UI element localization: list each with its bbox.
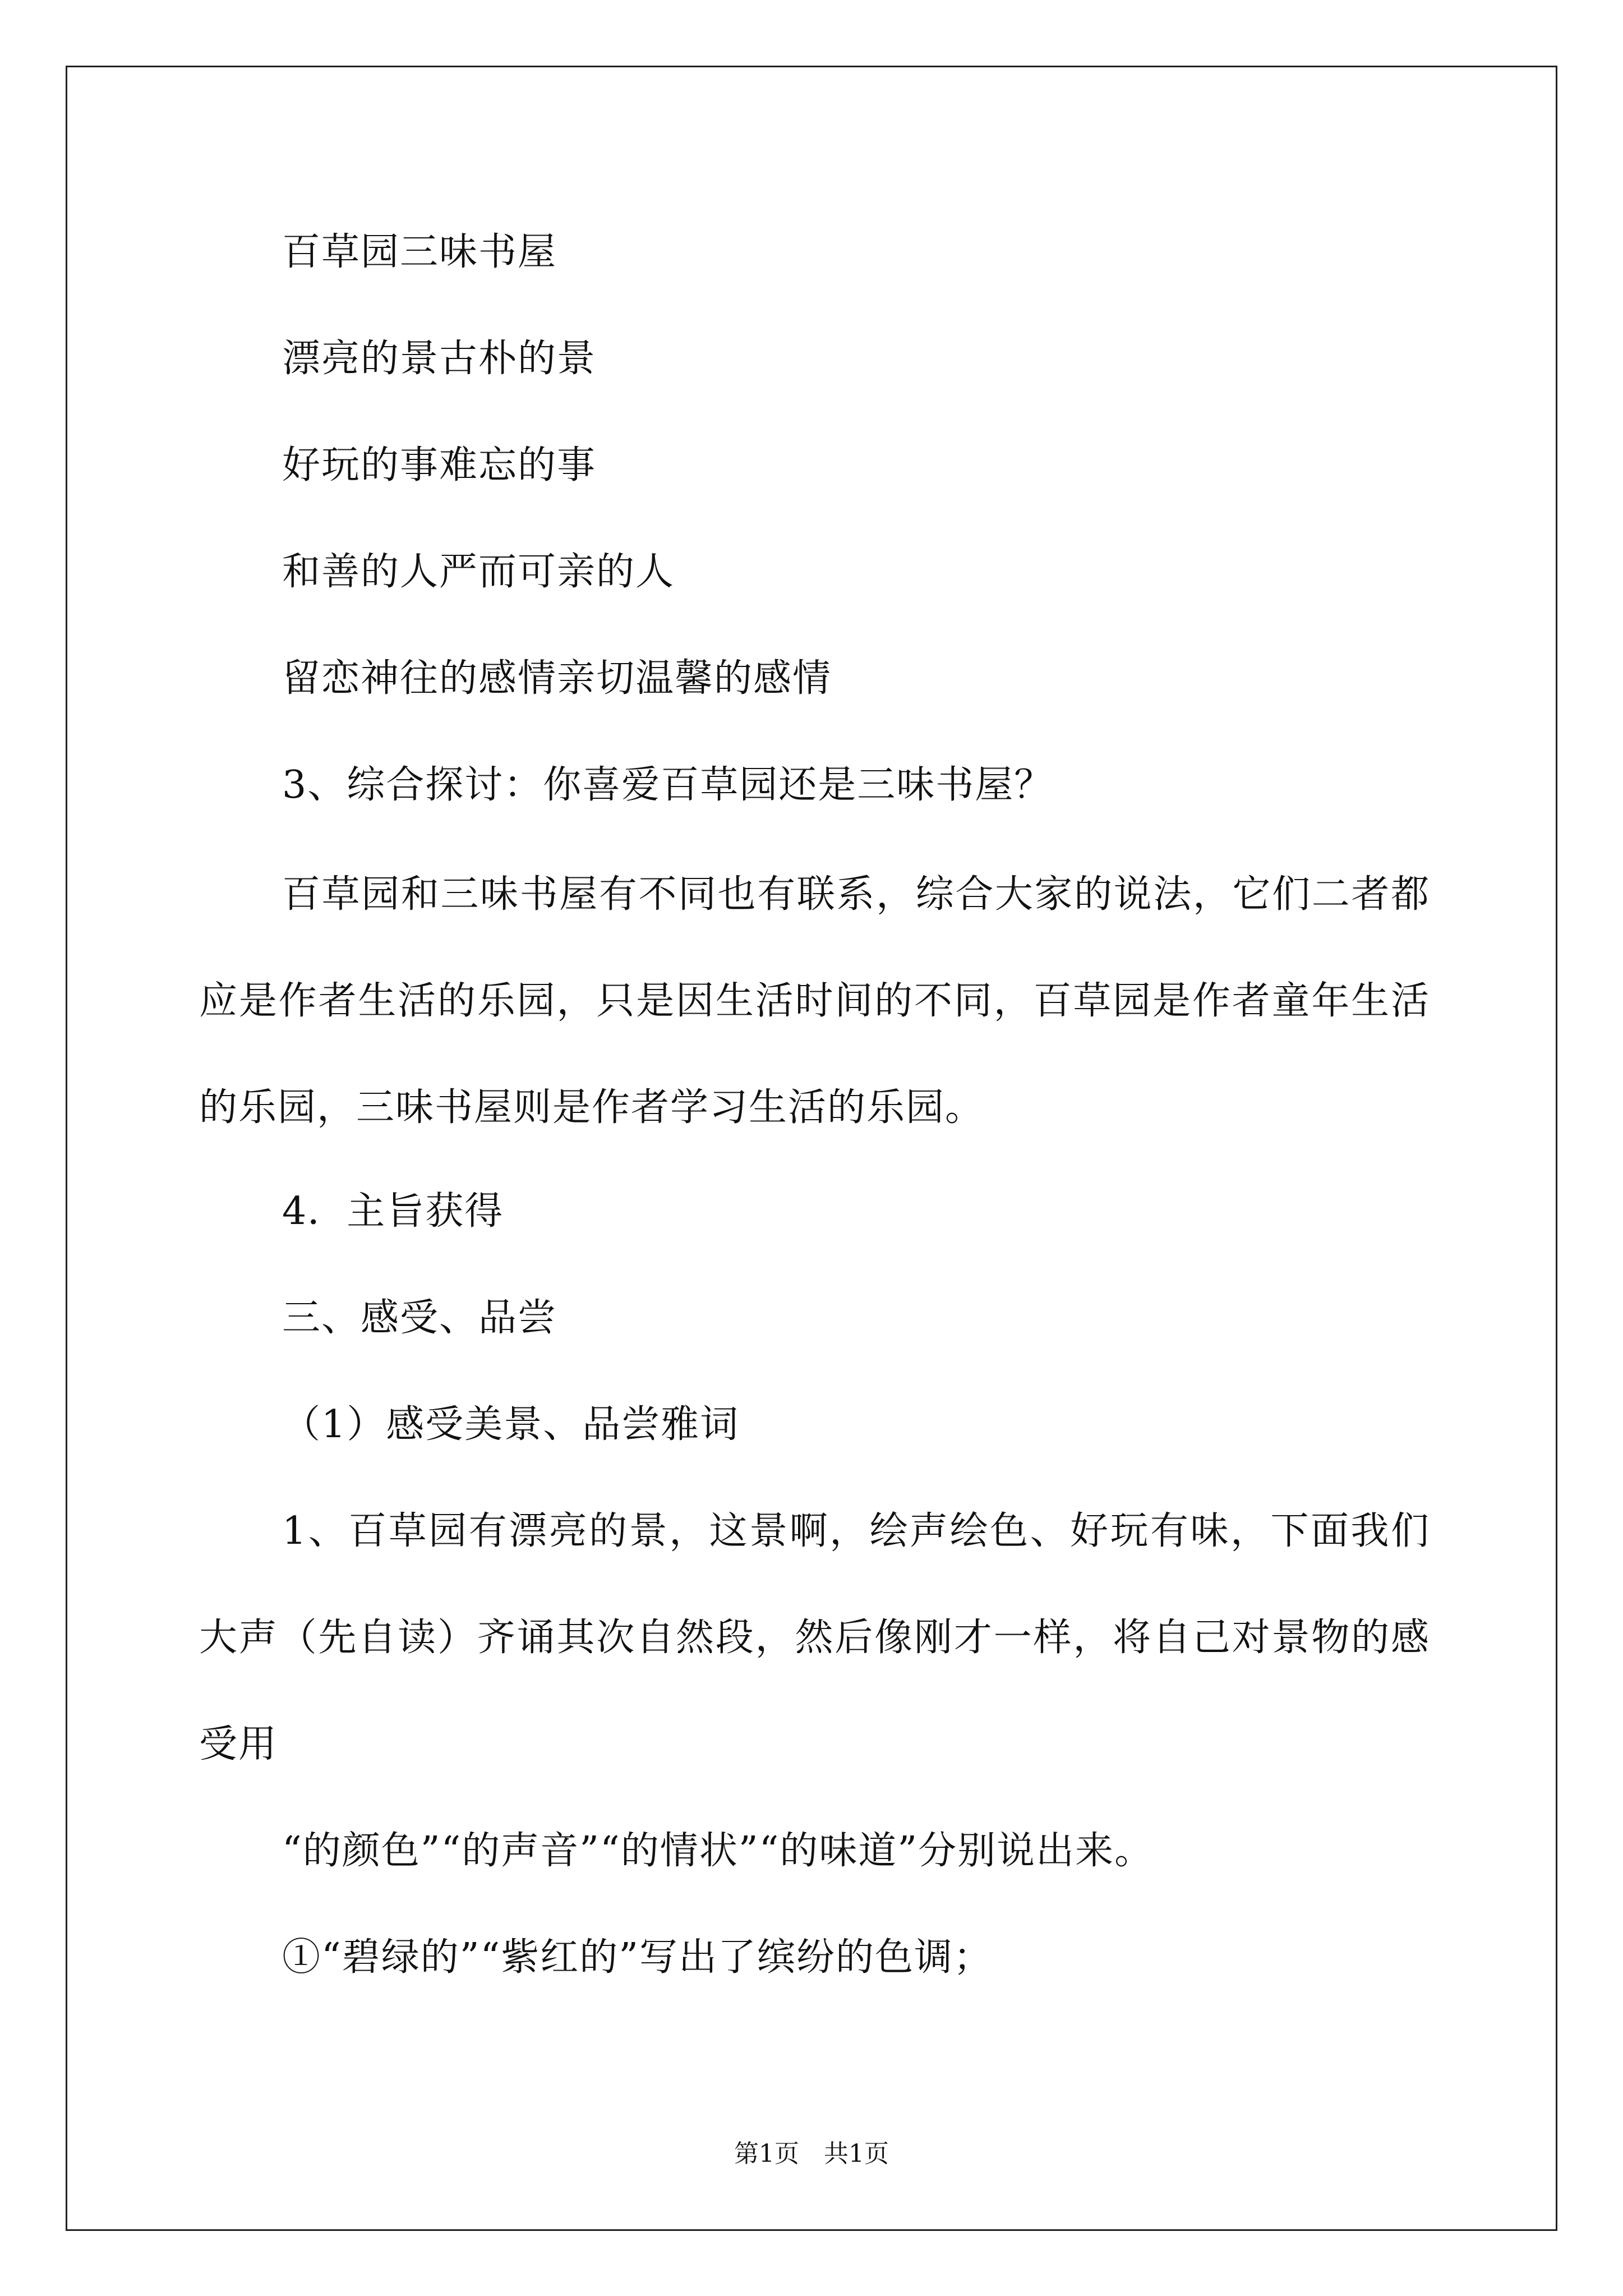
page-footer: 第1页 共1页 bbox=[734, 2139, 889, 2168]
text-line: 4．主旨获得 bbox=[282, 1189, 504, 1234]
text-line: 三、感受、品尝 bbox=[282, 1296, 557, 1340]
text-line: “的颜色”“的声音”“的情状”“的味道”分别说出来。 bbox=[282, 1829, 1154, 1873]
text-line: 留恋神往的感情亲切温馨的感情 bbox=[282, 656, 832, 701]
text-line: 漂亮的景古朴的景 bbox=[282, 337, 597, 381]
paragraph: 1、百草园有漂亮的景，这景啊，绘声绘色、好玩有味，下面我们大声（先自读）齐诵其次自然段，然后像刚才一样，将自己对景物的感受用 bbox=[199, 1509, 1430, 1766]
paragraph: 百草园和三味书屋有不同也有联系，综合大家的说法，它们二者都应是作者生活的乐园，只是因生活时间的不同，百草园是作者童年生活的乐园，三味书屋则是作者学习生活的乐园。 bbox=[199, 872, 1430, 1130]
text-line: （1）感受美景、品尝雅词 bbox=[282, 1402, 740, 1447]
text-line: 好玩的事难忘的事 bbox=[282, 443, 597, 487]
text-line: 和善的人严而可亲的人 bbox=[282, 550, 675, 594]
text-line: 3、综合探讨：你喜爱百草园还是三味书屋？ bbox=[282, 763, 1054, 807]
text-line: ①“碧绿的”“紫红的”写出了缤纷的色调； bbox=[282, 1935, 993, 1980]
text-line: 百草园三味书屋 bbox=[282, 230, 557, 274]
